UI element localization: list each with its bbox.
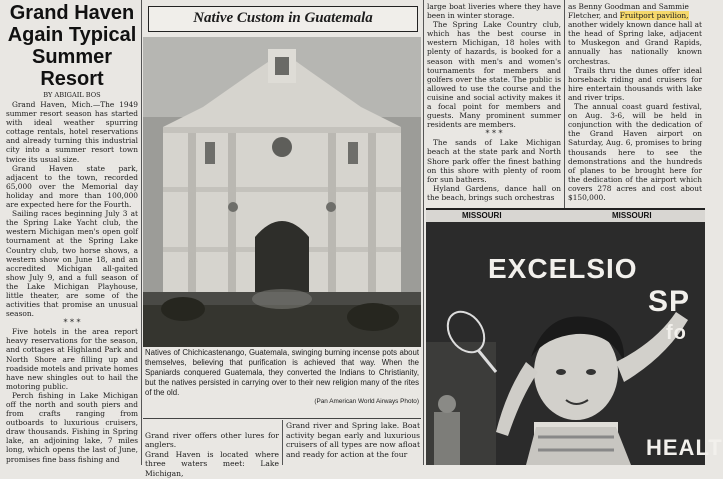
article-headline: Grand Haven Again Typical Summer Resort bbox=[7, 2, 137, 90]
ad-banner bbox=[426, 210, 705, 222]
paragraph: Grand river and Spring lake. Boat activity began early and luxurious cruisers of all types are now afloat and ready for action at the four bbox=[286, 421, 420, 459]
ad-word-sp: SP bbox=[648, 285, 691, 318]
paragraph: Grand river offers other lures for anglers. Grand Haven is located where three waters meet: Lake Michigan, bbox=[145, 430, 279, 478]
article-body bbox=[6, 100, 138, 464]
paragraph: Hyland Gardens, dance hall on the beach, brings such orchestras bbox=[427, 183, 561, 202]
photo-title: Native Custom in Guatemala bbox=[148, 6, 418, 32]
ad-banner-left: MISSOURI bbox=[462, 211, 502, 220]
center-bottom-col-2 bbox=[286, 421, 420, 465]
left-article bbox=[6, 2, 138, 465]
paragraph: large boat liveries where they have been in winter storage. bbox=[427, 2, 561, 21]
ad-word-health: HEALT bbox=[646, 435, 723, 460]
column-rule bbox=[423, 0, 424, 465]
paragraph: Sailing races beginning July 3 at the Spring Lake Yacht club, the western Michigan men's open golf tournament at the Spring Lake Country club, two horse shows, a western show on June 18, and an accredited Michigan all-gaited show July 9, and a full season of the Lake Michigan Playhouse, little theater, are some of the activities that promise an unusual season. bbox=[6, 209, 138, 319]
text-line bbox=[568, 11, 702, 20]
ad-word-fo: fo bbox=[666, 322, 687, 344]
paragraph: Trails thru the dunes offer ideal horseback riding and cruisers for hire entertain thousands with lake and river trips. bbox=[568, 65, 702, 102]
paragraph: Five hotels in the area report heavy reservations for the season, and cottages at Highland Park and North Shore are filling up and roadside motels and private homes have new shingles out to hail the motoring public. bbox=[6, 327, 138, 391]
column-rule bbox=[564, 0, 565, 208]
column-rule bbox=[141, 0, 142, 465]
paragraph: Perch fishing in Lake Michigan off the north and south piers and from crafts ranging from outboards to luxurious cruisers, draw thousands. Fishing in Spring lake, an adjoining lake, 7 miles long, which opens the last of June, promises fine bass fishing and bbox=[6, 390, 138, 464]
photo-credit: (Pan American World Airways Photo) bbox=[314, 397, 419, 405]
center-bottom-col-1 bbox=[145, 421, 279, 478]
ad-banner-right: MISSOURI bbox=[612, 211, 652, 220]
paragraph: Grand Haven state park, adjacent to the town, recorded 65,000 over the Memorial day holiday and more than 100,000 are expected here for the Fourth. bbox=[6, 163, 138, 210]
column-rule bbox=[282, 420, 283, 465]
church-illustration bbox=[143, 37, 421, 347]
section-break: * * * bbox=[63, 318, 81, 328]
section-break: * * * bbox=[485, 129, 503, 139]
church-photo bbox=[143, 37, 421, 347]
ad-word-excelsior: EXCELSIO bbox=[488, 253, 638, 284]
paragraph: The sands of Lake Michigan beach at the state park and North Shore park offer the finest bathing on this shore with plenty of room for sun bathers. bbox=[427, 138, 561, 184]
paragraph: Grand Haven, Mich.—The 1949 summer resort season has started with ideal weather spurring cottage rentals, hotel reservations and already turning this industrial city into a summer resort town twice its usual size. bbox=[6, 100, 138, 164]
caption-rule bbox=[143, 418, 421, 419]
highlighted-text: Fruitport pavilion, bbox=[619, 11, 689, 21]
paragraph: The Spring Lake Country club, which has the best course in western Michigan, 18 holes with plenty of hazards, is booked for a season with men's and women's tournaments for members and golfers over the state. The public is allowed to use the course and the cuisine and social activity makes it a focal point for members and guests. Many prominent summer residents are members. bbox=[427, 20, 561, 130]
text-fragment: Fletcher, and bbox=[568, 11, 620, 21]
right-column-a bbox=[427, 2, 561, 208]
photo-caption bbox=[145, 348, 419, 416]
byline: BY ABIGAIL BOS bbox=[43, 91, 101, 99]
paragraph: The annual coast guard festival, on Aug. 3-6, will be held in conjunction with the dedication of the Grand Haven airport on Saturday, Aug. 6, promises to bring thousands here to see the demonstrations and the hundreds of planes to be brought here for the dedication of the airport which covers 278 acres and cost about $150,000. bbox=[568, 102, 702, 202]
advertisement bbox=[426, 210, 723, 465]
paragraph: another widely known dance hall at the head of Spring lake, adjacent to Muskegon and Grand Rapids, annually has nationally known orchestras. bbox=[568, 20, 702, 66]
caption-text: Natives of Chichicastenango, Guatemala, swinging burning incense pots about themselves, believing that purification is achieved that way. When the Spaniards conquered Guatemala, they converted the Indians to Christianity, but the natives persisted in carrying over to their new religion many of the rites of the old. bbox=[145, 348, 419, 397]
right-column-b bbox=[568, 2, 702, 208]
text-line: as Benny Goodman and Sammie bbox=[568, 2, 689, 11]
